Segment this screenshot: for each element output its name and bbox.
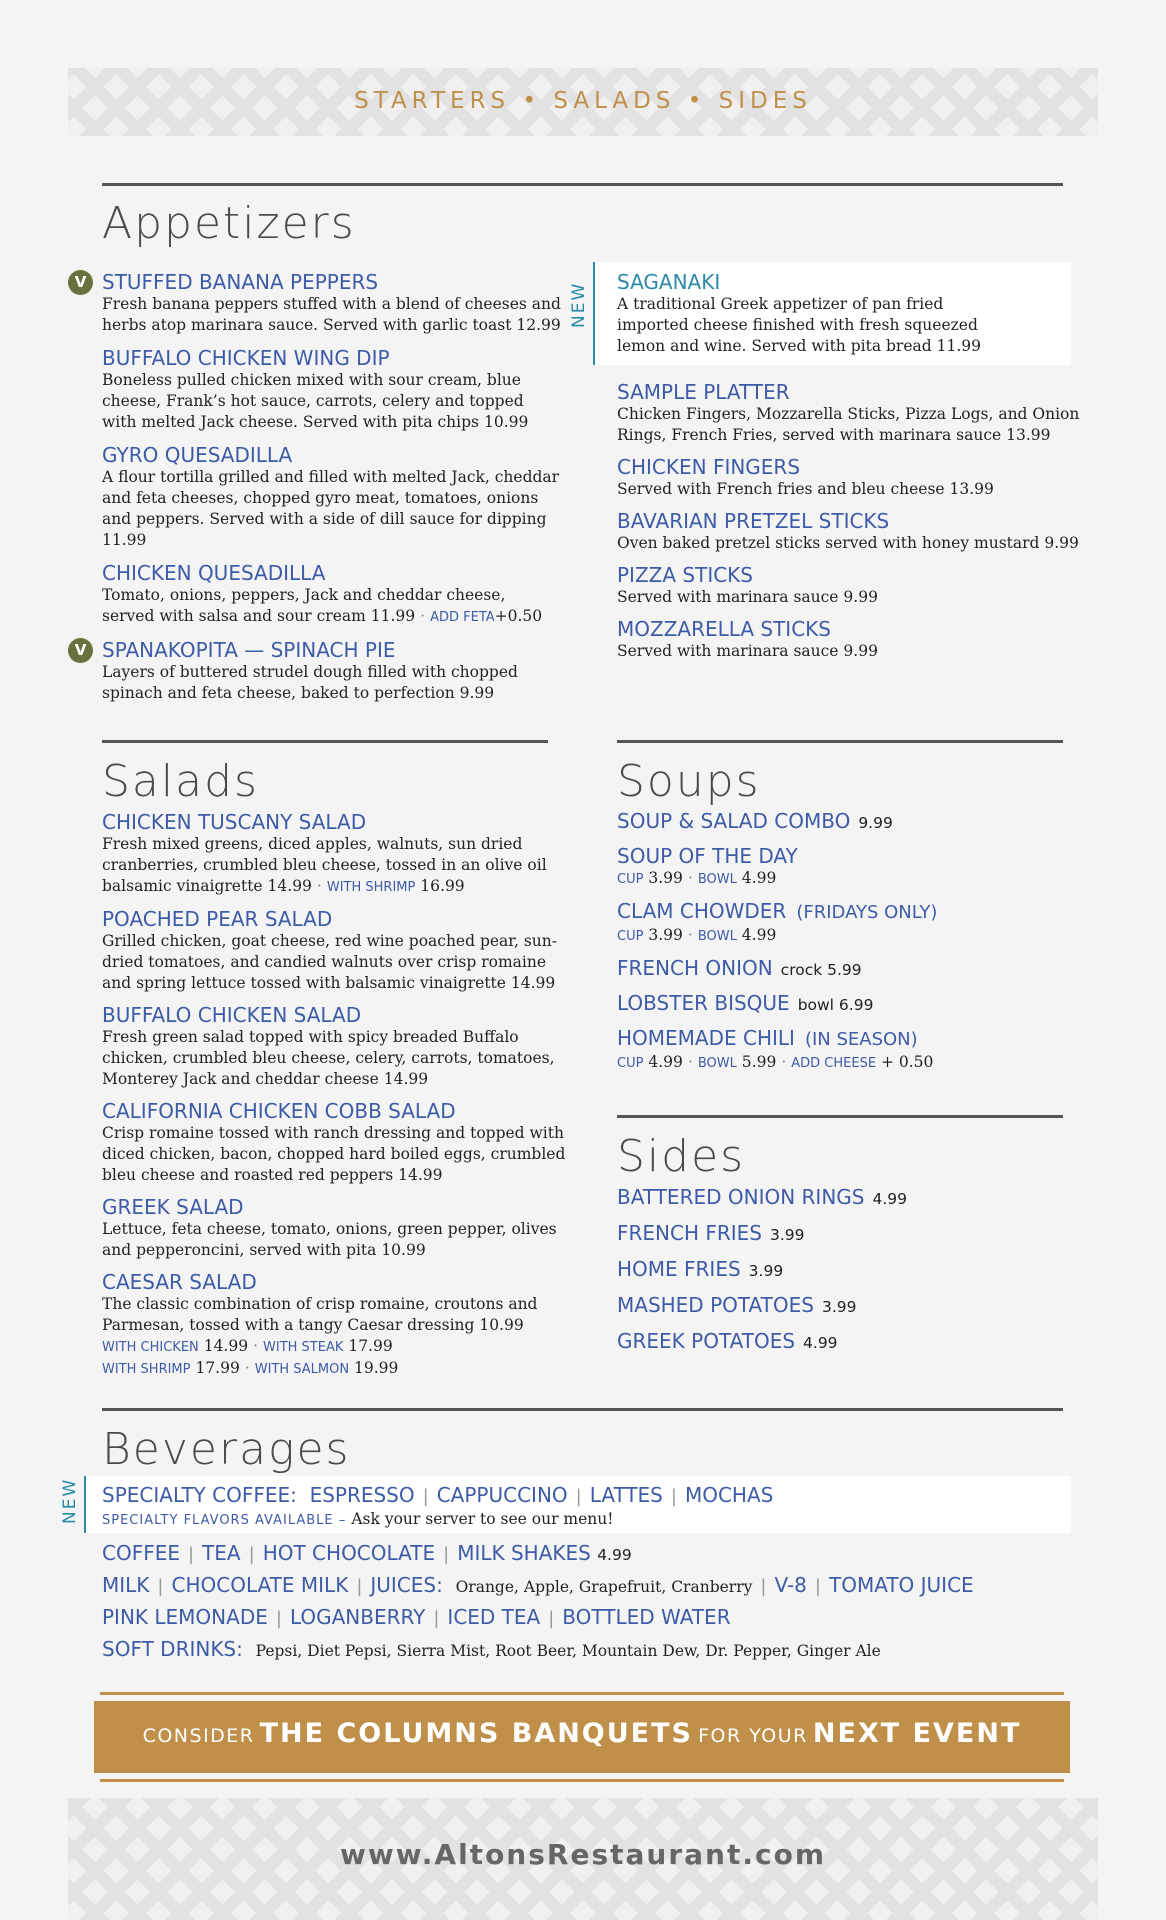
separator-dot: · (687, 1053, 693, 1071)
item-desc-text: Served with French fries and bleu cheese (617, 480, 945, 498)
item-price: bowl 6.99 (797, 996, 874, 1014)
item-desc-text: Tomato, onions, peppers, Jack and cheddar cheese, served with salsa and sour cream (102, 586, 506, 625)
item-price: 11.99 (102, 531, 147, 549)
addon-row (102, 1358, 572, 1380)
menu-item (617, 809, 1087, 835)
separator-dot: · (244, 1359, 250, 1377)
separator-dot: · (687, 869, 693, 887)
item-name-text: CHICKEN FINGERS (617, 455, 801, 479)
item-name-text: CHICKEN TUSCANY SALAD (102, 810, 367, 834)
item-desc-text: Grilled chicken, goat cheese, red wine poached pear, sun-dried tomatoes, and candied walnuts over crisp romaine and spring lettuce tossed with balsamic vinaigrette (102, 932, 558, 992)
addon-price: 16.99 (420, 877, 465, 895)
beverage-line-2: MILK | CHOCOLATE MILK | JUICES: Orange, Apple, Grapefruit, Cranberry | V-8 | TOMATO JUICE (102, 1573, 974, 1597)
menu-item (617, 1221, 1087, 1247)
menu-item (617, 1026, 1087, 1074)
item-price: 14.99 (398, 1166, 443, 1184)
sides-heading: Sides (617, 1131, 746, 1182)
item-price: 14.99 (510, 974, 556, 992)
item-desc-text: Fresh banana peppers stuffed with a blend of cheeses and herbs atop marinara sauce. Served with garlic toast (102, 295, 561, 334)
item-price: 14.99 (267, 877, 312, 895)
top-pattern-band (68, 68, 1098, 136)
vegetarian-icon: V (68, 270, 93, 295)
menu-item (617, 899, 1087, 947)
menu-item-description (102, 662, 562, 704)
new-tag: NEW (60, 1477, 80, 1524)
menu-item-name (102, 561, 562, 585)
item-name-text: GYRO QUESADILLA (102, 443, 293, 467)
item-price: 3.99 (821, 1298, 857, 1316)
addon-price: +0.50 (494, 607, 543, 625)
option-price: 3.99 (648, 926, 683, 944)
menu-item (617, 844, 1087, 890)
option-label: ADD CHEESE (791, 1056, 877, 1071)
section-band-title: STARTERS • SALADS • SIDES (354, 88, 812, 114)
item-name-text: POACHED PEAR SALAD (102, 907, 333, 931)
divider (102, 1408, 1063, 1411)
item-price: 3.99 (748, 1262, 784, 1280)
item-name-text: SPANAKOPITA — SPINACH PIE (102, 638, 396, 662)
item-name-text: GREEK SALAD (102, 1195, 244, 1219)
banner-text: NEXT EVENT (812, 1718, 1022, 1749)
menu-item-name (617, 956, 1087, 982)
menu-item (617, 455, 1087, 500)
item-desc-text: Boneless pulled chicken mixed with sour cream, blue cheese, Frank’s hot sauce, carrots, celery and topped with melted Jack cheese. Served with pita chips (102, 371, 524, 431)
menu-item (102, 1195, 572, 1261)
option-price: 5.99 (741, 1053, 777, 1071)
menu-item-description (102, 1294, 572, 1336)
banner-text: CONSIDER (142, 1725, 255, 1747)
menu-item (617, 380, 1087, 446)
option-price: 4.99 (741, 926, 777, 944)
item-price: 10.99 (479, 1316, 524, 1334)
menu-item-description (617, 587, 1087, 608)
soups-heading: Soups (617, 756, 761, 807)
option-price: 3.99 (648, 869, 683, 887)
item-name-text: FRENCH FRIES (617, 1221, 762, 1245)
item-price: 11.99 (370, 607, 416, 625)
item-desc-text: Crisp romaine tossed with ranch dressing and topped with diced chicken, bacon, chopped hard boiled eggs, crumbled bleu cheese and roasted red peppers (102, 1124, 566, 1184)
addon-price: 14.99 (203, 1337, 249, 1355)
item-name-text: BUFFALO CHICKEN SALAD (102, 1003, 362, 1027)
menu-item-description (617, 479, 1087, 500)
item-price: 9.99 (843, 588, 878, 606)
specialty-coffee-line: SPECIALTY COFFEE: ESPRESSO | CAPPUCCINO | LATTES | MOCHAS (102, 1483, 774, 1507)
item-desc-text: Fresh mixed greens, diced apples, walnuts, sun dried cranberries, crumbled bleu cheese, tossed in an olive oil balsamic vinaigrette (102, 835, 547, 895)
menu-item-name (102, 810, 572, 834)
menu-item-name: SAGANAKI (617, 270, 721, 294)
menu-item-name (617, 809, 1087, 835)
website-url: www.AltonsRestaurant.com (339, 1838, 827, 1871)
menu-item-description (617, 641, 1087, 662)
menu-item-description (102, 467, 562, 551)
menu-item-description (102, 931, 572, 994)
item-desc-text: Fresh green salad topped with spicy breaded Buffalo chicken, crumbled bleu cheese, celery, carrots, tomatoes, Monterey Jack and cheddar cheese (102, 1028, 555, 1088)
banner-text: THE COLUMNS BANQUETS (259, 1718, 693, 1749)
item-name-text: BUFFALO CHICKEN WING DIP (102, 346, 390, 370)
menu-item (617, 991, 1087, 1017)
item-price: 10.99 (483, 413, 529, 431)
menu-item-name (617, 1257, 1087, 1283)
item-desc-text: Served with marinara sauce (617, 588, 839, 606)
specialty-flavors: SPECIALTY FLAVORS AVAILABLE – Ask your server to see our menu! (102, 1510, 614, 1528)
soup-options (617, 925, 1087, 947)
salads-heading: Salads (102, 756, 259, 807)
menu-item (102, 1003, 572, 1090)
menu-item-name (617, 563, 1087, 587)
item-desc-text: The classic combination of crisp romaine, croutons and Parmesan, tossed with a tangy Caesar dressing (102, 1295, 538, 1334)
menu-item (74, 638, 562, 704)
menu-item (617, 1329, 1087, 1355)
menu-item-name (617, 991, 1087, 1017)
item-name-text: FRENCH ONION (617, 956, 773, 980)
menu-item-name (617, 1221, 1087, 1247)
item-price: 12.99 (516, 316, 561, 334)
option-label: CUP (617, 872, 644, 887)
divider (617, 1115, 1063, 1118)
item-name-text: STUFFED BANANA PEPPERS (102, 270, 379, 294)
item-name-text: PIZZA STICKS (617, 563, 753, 587)
menu-item (617, 617, 1087, 662)
menu-item-name (617, 844, 1087, 868)
menu-item-name (617, 1185, 1087, 1211)
salads-list (102, 810, 572, 1389)
menu-item (102, 907, 572, 994)
item-note: (IN SEASON) (804, 1029, 918, 1050)
beverage-line-1: COFFEE | TEA | HOT CHOCOLATE | MILK SHAKES 4.99 (102, 1541, 632, 1565)
item-name-text: SOUP & SALAD COMBO (617, 809, 851, 833)
beverage-line-3: PINK LEMONADE | LOGANBERRY | ICED TEA | BOTTLED WATER (102, 1605, 731, 1629)
item-price: 4.99 (803, 1334, 838, 1352)
item-price: 9.99 (858, 814, 893, 832)
item-desc-text: Served with marinara sauce (617, 642, 839, 660)
menu-item (617, 1257, 1087, 1283)
menu-item-name (102, 1003, 572, 1027)
item-name-text: CALIFORNIA CHICKEN COBB SALAD (102, 1099, 456, 1123)
option-label: CUP (617, 929, 644, 944)
menu-item-description (102, 1219, 572, 1261)
item-desc-text: Lettuce, feta cheese, tomato, onions, green pepper, olives and pepperoncini, served with pita (102, 1220, 557, 1259)
addon-label: WITH SHRIMP (326, 880, 416, 895)
menu-item-name (102, 1099, 572, 1123)
item-price: 4.99 (872, 1190, 907, 1208)
addon-label: WITH CHICKEN (102, 1340, 199, 1355)
soups-list (617, 809, 1087, 1083)
soup-options (617, 1052, 1087, 1074)
featured-new-item (569, 262, 1071, 365)
option-label: BOWL (697, 872, 737, 887)
item-price: 13.99 (1006, 426, 1051, 444)
menu-item-description (617, 404, 1087, 446)
addon-price: 17.99 (195, 1359, 240, 1377)
item-name-text: MASHED POTATOES (617, 1293, 814, 1317)
option-label: BOWL (697, 929, 737, 944)
item-desc-text: A flour tortilla grilled and filled with melted Jack, cheddar and feta cheeses, chopped gyro meat, tomatoes, onions and peppers. Served with a side of dill sauce for dipping (102, 468, 560, 528)
addon-row (102, 1336, 572, 1358)
menu-item (102, 810, 572, 898)
item-name-text: HOME FRIES (617, 1257, 741, 1281)
menu-item-name (617, 1329, 1087, 1355)
menu-item-name (617, 455, 1087, 479)
menu-item-name (617, 1026, 1087, 1052)
menu-item (617, 956, 1087, 982)
separator-dot: · (253, 1337, 259, 1355)
item-desc-text: Oven baked pretzel sticks served with honey mustard (617, 534, 1040, 552)
menu-item-description (102, 1027, 572, 1090)
menu-item-name (102, 346, 562, 370)
sides-list (617, 1185, 1087, 1365)
item-name-text: BATTERED ONION RINGS (617, 1185, 865, 1209)
soup-options (617, 868, 1087, 890)
menu-item-description (102, 294, 562, 336)
option-price: + 0.50 (880, 1053, 934, 1071)
menu-item-description: A traditional Greek appetizer of pan fried imported cheese finished with fresh squeezed lemon and wine. Served with pita bread 11.99 (617, 295, 981, 355)
vegetarian-icon: V (68, 638, 93, 663)
menu-item (102, 443, 562, 551)
menu-item (617, 1293, 1087, 1319)
menu-item-name (617, 509, 1087, 533)
item-name-text: LOBSTER BISQUE (617, 991, 790, 1015)
menu-item-name (617, 899, 1087, 925)
menu-item-name (102, 907, 572, 931)
appetizers-left-column (74, 270, 562, 714)
item-price: 10.99 (381, 1241, 426, 1259)
menu-item-description (617, 533, 1087, 554)
addon-label: ADD FETA (430, 610, 495, 625)
item-price: 14.99 (383, 1070, 429, 1088)
item-name-text: SAMPLE PLATTER (617, 380, 790, 404)
menu-item-description (102, 834, 572, 898)
menu-item (74, 270, 562, 336)
addon-label: WITH SHRIMP (102, 1362, 191, 1377)
item-price: 9.99 (843, 642, 878, 660)
menu-item-name (617, 1293, 1087, 1319)
separator-dot: · (687, 926, 693, 944)
item-desc-text: Layers of buttered strudel dough filled with chopped spinach and feta cheese, baked to perfection (102, 663, 518, 702)
menu-item (102, 561, 562, 628)
menu-item (102, 1270, 572, 1380)
banquets-banner (100, 1692, 1064, 1782)
option-label: BOWL (697, 1056, 737, 1071)
menu-item-description (102, 1123, 572, 1186)
item-name-text: BAVARIAN PRETZEL STICKS (617, 509, 890, 533)
menu-item (617, 1185, 1087, 1211)
option-price: 4.99 (648, 1053, 683, 1071)
item-name-text: CAESAR SALAD (102, 1270, 257, 1294)
menu-item (102, 346, 562, 433)
item-price: crock 5.99 (780, 961, 862, 979)
menu-item-description (102, 370, 562, 433)
item-name-text: HOMEMADE CHILI (617, 1026, 795, 1050)
menu-item-name (102, 443, 562, 467)
item-price: 3.99 (770, 1226, 805, 1244)
soft-drinks-line: SOFT DRINKS: Pepsi, Diet Pepsi, Sierra Mist, Root Beer, Mountain Dew, Dr. Pepper, Ginger Ale (102, 1637, 881, 1661)
menu-item-name (102, 1195, 572, 1219)
menu-item-name (617, 617, 1087, 641)
menu-item-name (102, 638, 562, 662)
item-note: (FRIDAYS ONLY) (796, 902, 938, 923)
appetizers-heading: Appetizers (102, 198, 356, 249)
divider (102, 183, 1063, 186)
divider (617, 740, 1063, 743)
separator-dot: · (781, 1053, 787, 1071)
menu-item (617, 563, 1087, 608)
item-price: 9.99 (1044, 534, 1079, 552)
item-price: 13.99 (949, 480, 994, 498)
addon-price: 17.99 (348, 1337, 393, 1355)
menu-item-name (102, 270, 562, 294)
bottom-pattern-band (68, 1798, 1098, 1920)
option-price: 4.99 (741, 869, 777, 887)
beverages-heading: Beverages (102, 1424, 351, 1475)
addon-label: WITH SALMON (254, 1362, 350, 1377)
appetizers-right-column (617, 380, 1087, 671)
item-name-text: CLAM CHOWDER (617, 899, 787, 923)
banner-text: FOR YOUR (698, 1725, 808, 1747)
item-price: 9.99 (459, 684, 495, 702)
option-label: CUP (617, 1056, 644, 1071)
item-name-text: GREEK POTATOES (617, 1329, 796, 1353)
menu-item (102, 1099, 572, 1186)
separator-dot: · (420, 607, 426, 625)
menu-item-name (617, 380, 1087, 404)
divider (102, 740, 548, 743)
menu-item-description (102, 585, 562, 628)
menu-item (617, 509, 1087, 554)
item-name-text: SOUP OF THE DAY (617, 844, 798, 868)
item-name-text: MOZZARELLA STICKS (617, 617, 831, 641)
addon-price: 19.99 (354, 1359, 399, 1377)
separator-dot: · (316, 877, 322, 895)
specialty-coffee-box (60, 1476, 1071, 1533)
addon-label: WITH STEAK (263, 1340, 344, 1355)
menu-item-name (102, 1270, 572, 1294)
item-name-text: CHICKEN QUESADILLA (102, 561, 326, 585)
new-tag: NEW (569, 281, 589, 328)
item-desc-text: Chicken Fingers, Mozzarella Sticks, Pizza Logs, and Onion Rings, French Fries, served with marinara sauce (617, 405, 1080, 444)
